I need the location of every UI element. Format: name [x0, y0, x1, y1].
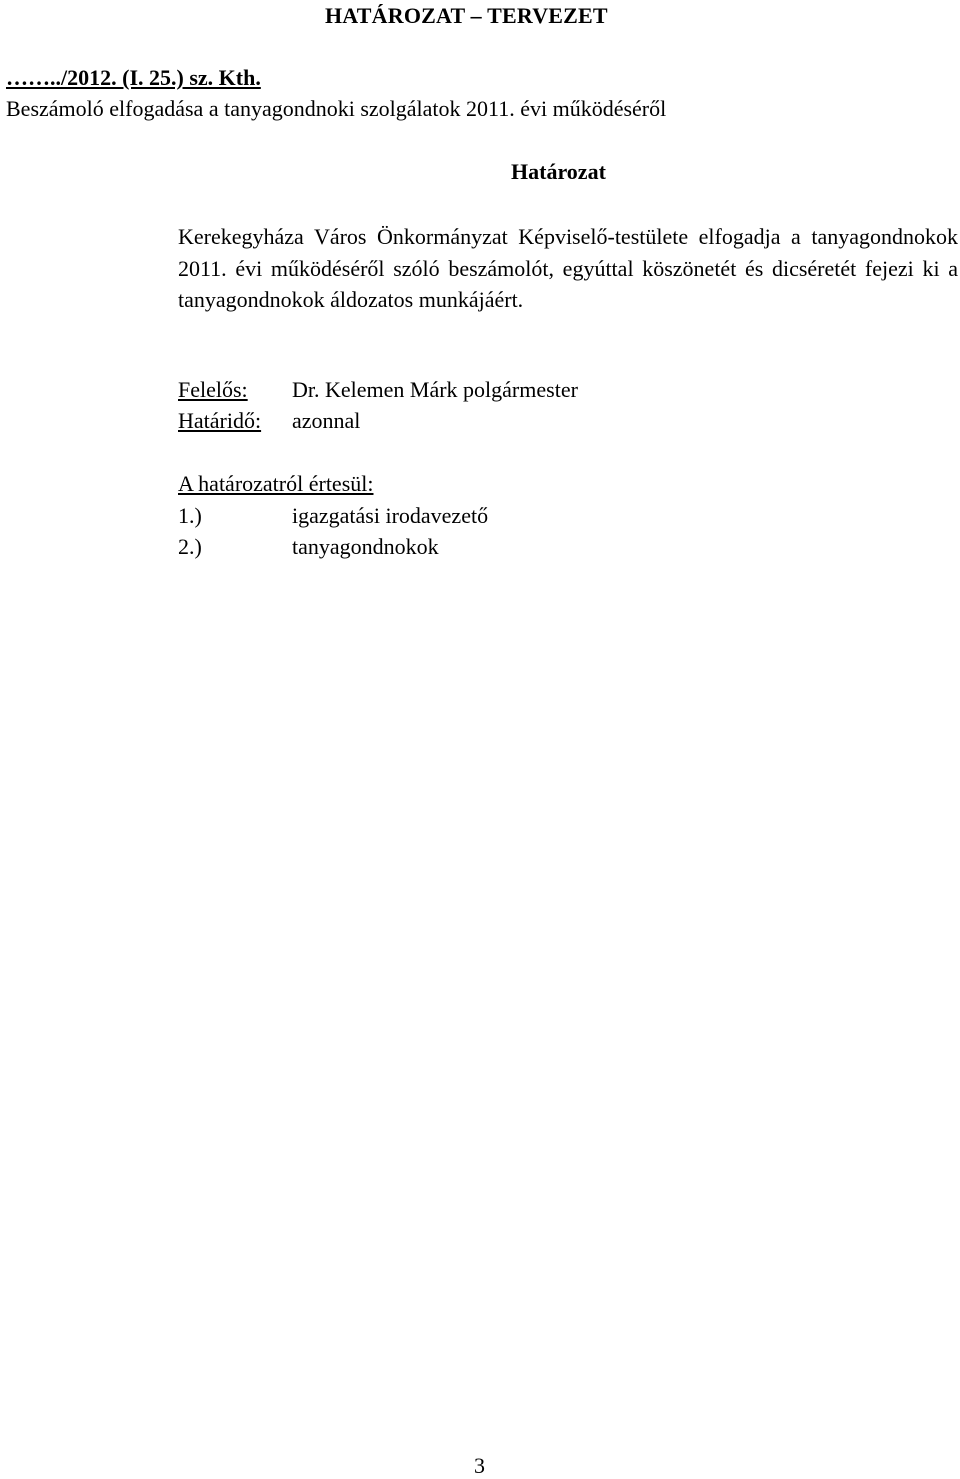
page-number: 3 — [474, 1453, 485, 1478]
recipients-heading: A határozatról értesül: — [178, 471, 374, 496]
recipient-item — [178, 534, 439, 560]
recipient-name: igazgatási irodavezető — [292, 503, 489, 528]
responsible-label: Felelős: — [178, 377, 248, 402]
responsible-row — [178, 377, 578, 403]
recipient-item — [178, 503, 489, 529]
deadline-label: Határidő: — [178, 408, 262, 433]
responsible-value: Dr. Kelemen Márk polgármester — [292, 377, 578, 402]
deadline-row — [178, 408, 361, 434]
section-heading: Határozat — [511, 159, 606, 184]
recipient-name: tanyagondnokok — [292, 534, 439, 559]
draft-title: HATÁROZAT – TERVEZET — [325, 3, 608, 28]
deadline-value: azonnal — [292, 408, 361, 433]
recipient-number: 1.) — [178, 503, 202, 528]
resolution-reference-number: ……../2012. (I. 25.) sz. Kth. — [6, 65, 261, 90]
resolution-subject: Beszámoló elfogadása a tanyagondnoki szolgálatok 2011. évi működéséről — [6, 96, 667, 121]
resolution-body-text: Kerekegyháza Város Önkormányzat Képviselő-testülete elfogadja a tanyagondnokok 2011. évi működéséről szóló beszámolót, egyúttal köszönetét és dicséretét fejezi ki a tanyagondnokok áldozatos munkájáért. — [178, 224, 958, 312]
recipient-number: 2.) — [178, 534, 202, 559]
